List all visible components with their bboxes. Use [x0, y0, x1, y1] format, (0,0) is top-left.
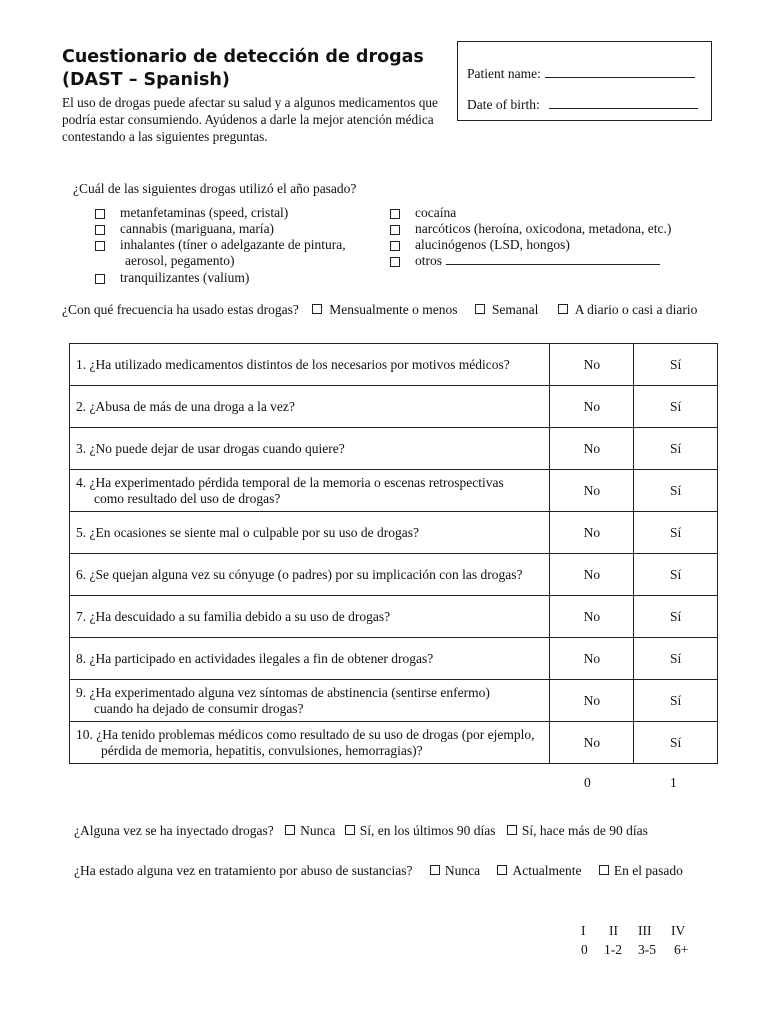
- question-cell: [70, 680, 550, 722]
- question-text-continuation: pérdida de memoria, hepatitis, convulsiones, hemorragias)?: [101, 742, 423, 758]
- option-label: Nunca: [300, 823, 336, 838]
- answer-yes[interactable]: Sí: [634, 428, 718, 470]
- table-row: [70, 722, 718, 764]
- checkbox[interactable]: [345, 825, 355, 835]
- question-cell: [70, 470, 550, 512]
- checkbox[interactable]: [390, 241, 400, 251]
- frequency-question: ¿Con qué frecuencia ha usado estas drogas?: [62, 302, 299, 317]
- question-cell: [70, 638, 550, 680]
- treatment-option[interactable]: [497, 863, 581, 879]
- checkbox[interactable]: [312, 304, 322, 314]
- drug-label: cannabis (mariguana, maría): [120, 221, 275, 236]
- table-row: [70, 470, 718, 512]
- checkbox[interactable]: [95, 241, 105, 251]
- question-text: 5. ¿En ocasiones se siente mal o culpable por su uso de drogas?: [76, 524, 420, 540]
- level-label: I: [581, 923, 586, 938]
- patient-name-row: [467, 65, 695, 82]
- drug-option[interactable]: [95, 237, 385, 253]
- question-text: 7. ¿Ha descuidado a su familia debido a su uso de drogas?: [76, 608, 391, 624]
- patient-info-box: [457, 41, 712, 121]
- question-cell: [70, 596, 550, 638]
- injection-option[interactable]: [285, 823, 335, 839]
- option-label: Actualmente: [512, 863, 582, 878]
- checkbox[interactable]: [285, 825, 295, 835]
- intro-text: El uso de drogas puede afectar su salud y a algunos medicamentos que podría estar consumiendo. Ayúdenos a darle la mejor atención médica contestando a las siguientes preguntas.: [62, 95, 438, 144]
- answer-yes[interactable]: Sí: [634, 554, 718, 596]
- table-row: [70, 554, 718, 596]
- option-label: Nunca: [444, 863, 481, 878]
- level-label: III: [638, 923, 652, 938]
- question-cell: [70, 344, 550, 386]
- answer-no[interactable]: No: [550, 428, 634, 470]
- dast-questions-table: [69, 343, 718, 764]
- injection-option[interactable]: [345, 823, 496, 839]
- patient-name-label: Patient name:: [467, 66, 541, 81]
- drug-option-continuation: aerosol, pegamento): [125, 253, 235, 268]
- drug-option[interactable]: [390, 237, 720, 253]
- answer-yes[interactable]: Sí: [634, 638, 718, 680]
- answer-yes[interactable]: Sí: [634, 512, 718, 554]
- question-cell: [70, 512, 550, 554]
- question-text: 2. ¿Abusa de más de una droga a la vez?: [76, 398, 295, 414]
- option-label: A diario o casi a diario: [574, 302, 698, 317]
- drug-label: metanfetaminas (speed, cristal): [120, 205, 289, 220]
- question-text: 4. ¿Ha experimentado pérdida temporal de la memoria o escenas retrospectivas: [76, 474, 504, 490]
- drug-option[interactable]: [95, 205, 385, 221]
- drug-option[interactable]: [95, 221, 385, 237]
- option-label: Mensualmente o menos: [329, 302, 458, 317]
- drug-label: otros: [415, 253, 442, 268]
- checkbox[interactable]: [497, 865, 507, 875]
- other-drug-field[interactable]: [446, 253, 660, 265]
- form-title-line1: Cuestionario de detección de drogas: [62, 47, 424, 67]
- drug-option[interactable]: [390, 221, 720, 237]
- drug-label: cocaína: [415, 205, 457, 220]
- answer-no[interactable]: No: [550, 638, 634, 680]
- answer-no[interactable]: No: [550, 512, 634, 554]
- checkbox[interactable]: [95, 209, 105, 219]
- answer-yes[interactable]: Sí: [634, 680, 718, 722]
- checkbox[interactable]: [390, 257, 400, 267]
- question-text: 6. ¿Se quejan alguna vez su cónyuge (o padres) por su implicación con las drogas?: [76, 566, 523, 582]
- treatment-question: ¿Ha estado alguna vez en tratamiento por abuso de sustancias?: [74, 863, 413, 878]
- checkbox[interactable]: [430, 865, 440, 875]
- form-title: [62, 46, 424, 92]
- frequency-option[interactable]: [475, 302, 539, 318]
- table-row: [70, 344, 718, 386]
- frequency-option[interactable]: [558, 302, 698, 318]
- answer-no[interactable]: No: [550, 470, 634, 512]
- answer-no[interactable]: No: [550, 554, 634, 596]
- table-row: [70, 512, 718, 554]
- frequency-option[interactable]: [312, 302, 457, 318]
- question-cell: [70, 428, 550, 470]
- option-label: En el pasado: [613, 863, 683, 878]
- drug-option[interactable]: [390, 205, 720, 221]
- checkbox[interactable]: [475, 304, 485, 314]
- patient-name-field[interactable]: [545, 65, 695, 78]
- injection-question: ¿Alguna vez se ha inyectado drogas?: [74, 823, 274, 838]
- form-title-line2: (DAST – Spanish): [62, 70, 230, 90]
- question-cell: [70, 722, 550, 764]
- option-label: Semanal: [491, 302, 539, 317]
- level-label: IV: [671, 923, 686, 938]
- dob-label: Date of birth:: [467, 97, 540, 112]
- question-text: 1. ¿Ha utilizado medicamentos distintos de los necesarios por motivos médicos?: [76, 356, 510, 372]
- checkbox[interactable]: [95, 274, 105, 284]
- question-text: 3. ¿No puede dejar de usar drogas cuando quiere?: [76, 440, 345, 456]
- drugs-right-list: [390, 205, 720, 269]
- treatment-option[interactable]: [430, 863, 480, 879]
- drug-label: narcóticos (heroína, oxicodona, metadona, etc.): [415, 221, 672, 236]
- drugs-left-list: [95, 205, 385, 286]
- level-range: 1-2: [604, 942, 622, 957]
- level-range: 6+: [674, 942, 689, 957]
- dob-row: [467, 96, 698, 113]
- answer-yes[interactable]: Sí: [634, 722, 718, 764]
- level-range: 3-5: [638, 942, 656, 957]
- checkbox[interactable]: [599, 865, 609, 875]
- checkbox[interactable]: [558, 304, 568, 314]
- answer-no[interactable]: No: [550, 344, 634, 386]
- question-cell: [70, 554, 550, 596]
- answer-yes[interactable]: Sí: [634, 470, 718, 512]
- answer-no[interactable]: No: [550, 386, 634, 428]
- question-text: 9. ¿Ha experimentado alguna vez síntomas de abstinencia (sentirse enfermo): [76, 684, 490, 700]
- answer-no[interactable]: No: [550, 722, 634, 764]
- answer-yes[interactable]: Sí: [634, 386, 718, 428]
- table-row: [70, 680, 718, 722]
- question-text-continuation: cuando ha dejado de consumir drogas?: [94, 700, 304, 716]
- question-text: 10. ¿Ha tenido problemas médicos como resultado de su uso de drogas (por ejemplo,: [76, 726, 535, 742]
- answer-yes[interactable]: Sí: [634, 596, 718, 638]
- answer-yes[interactable]: Sí: [634, 344, 718, 386]
- treatment-option[interactable]: [599, 863, 683, 879]
- level-range: 0: [581, 942, 588, 957]
- checkbox[interactable]: [390, 225, 400, 235]
- question-text: 8. ¿Ha participado en actividades ilegales a fin de obtener drogas?: [76, 650, 434, 666]
- score-no: 0: [584, 775, 591, 790]
- dob-field[interactable]: [549, 96, 698, 109]
- drug-label: inhalantes (tíner o adelgazante de pintura,: [120, 237, 346, 252]
- question-cell: [70, 386, 550, 428]
- option-label: Sí, en los últimos 90 días: [359, 823, 496, 838]
- option-label: Sí, hace más de 90 días: [521, 823, 648, 838]
- frequency-row: [62, 302, 697, 318]
- checkbox[interactable]: [95, 225, 105, 235]
- drugs-question: ¿Cuál de las siguientes drogas utilizó el año pasado?: [73, 181, 357, 196]
- checkbox[interactable]: [390, 209, 400, 219]
- level-label: II: [609, 923, 618, 938]
- drug-label: tranquilizantes (valium): [120, 270, 250, 285]
- checkbox[interactable]: [507, 825, 517, 835]
- score-yes: 1: [670, 775, 677, 790]
- answer-no[interactable]: No: [550, 680, 634, 722]
- answer-no[interactable]: No: [550, 596, 634, 638]
- table-row: [70, 638, 718, 680]
- drug-option[interactable]: [95, 270, 385, 286]
- injection-row: [74, 823, 648, 839]
- table-row: [70, 596, 718, 638]
- question-text-continuation: como resultado del uso de drogas?: [94, 490, 281, 506]
- injection-option[interactable]: [507, 823, 648, 839]
- treatment-row: [74, 863, 683, 879]
- drug-label: alucinógenos (LSD, hongos): [415, 237, 570, 252]
- drug-option-other[interactable]: [390, 253, 720, 269]
- table-row: [70, 386, 718, 428]
- table-row: [70, 428, 718, 470]
